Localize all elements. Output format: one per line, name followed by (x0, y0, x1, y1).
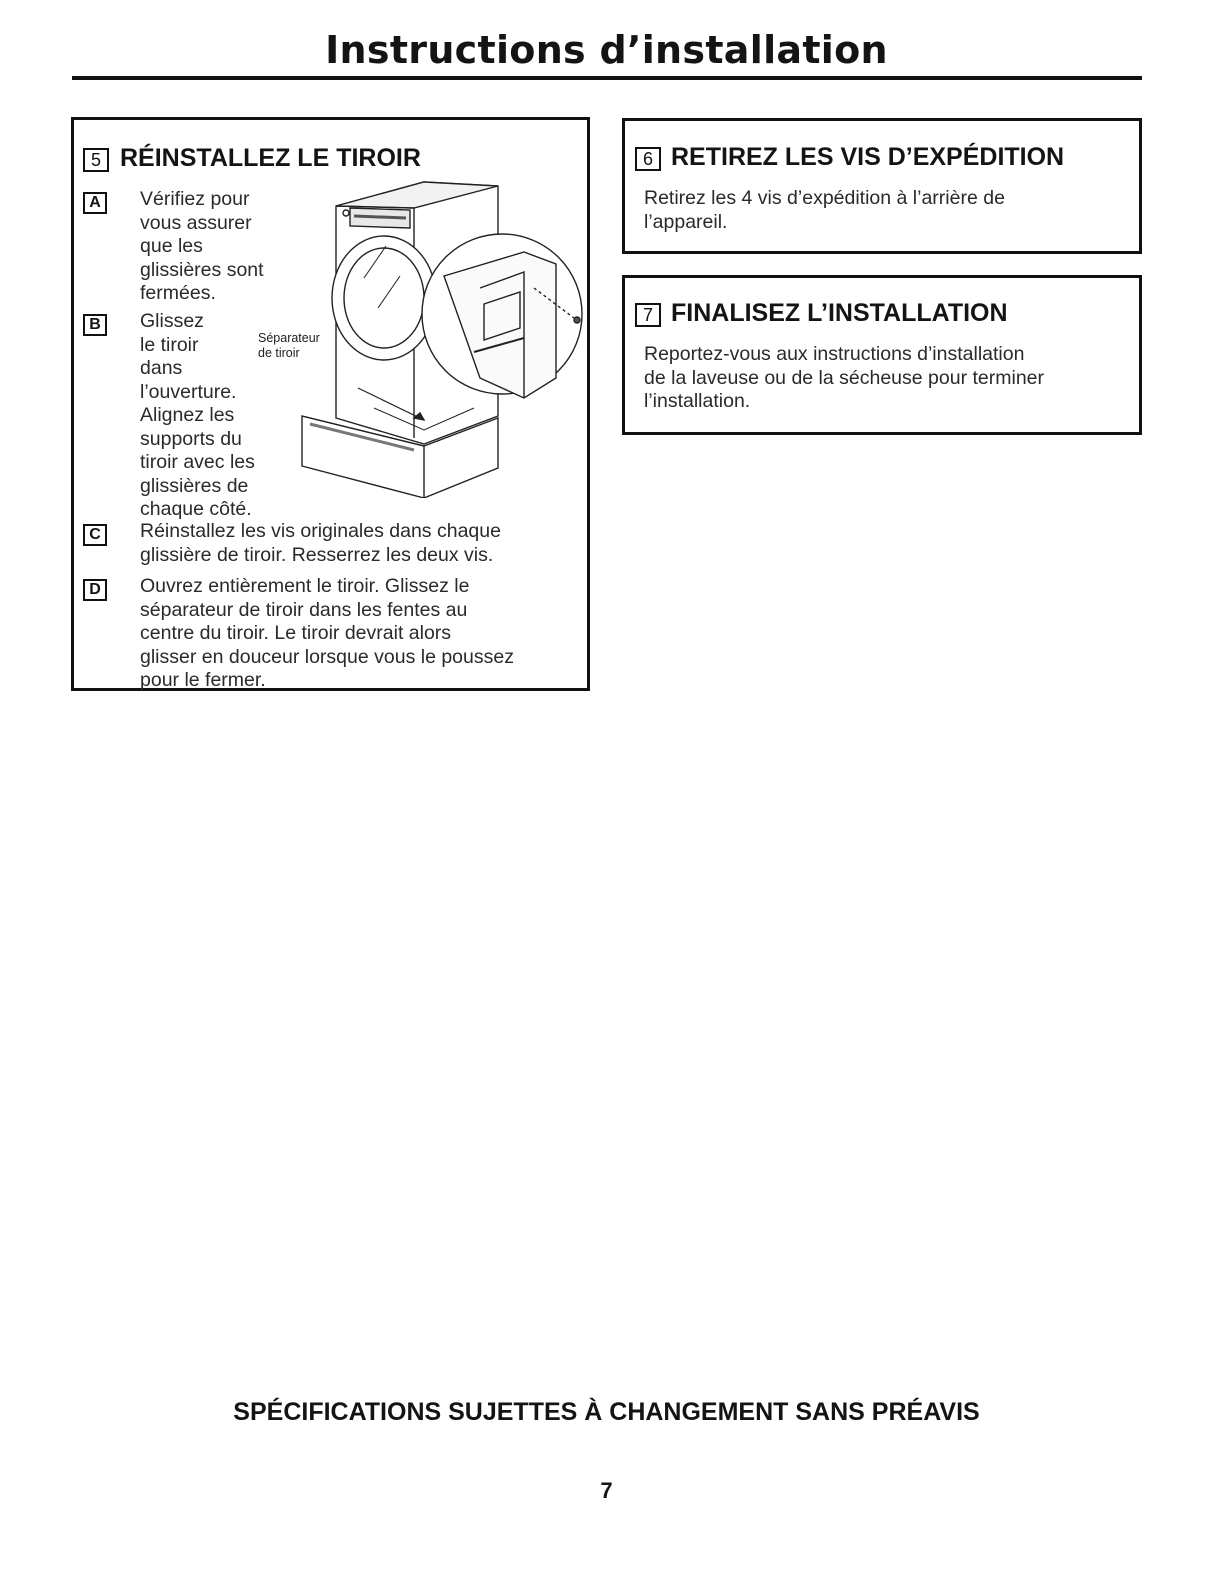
step5-letter-d: D (83, 579, 107, 601)
step5-item-d-text: Ouvrez entièrement le tiroir. Glissez le séparateur de tiroir dans les fentes au centre du tiroir. Le tiroir devrait alors glisser en douceur lorsque vous le poussez pour le fermer. (140, 575, 514, 691)
step6-panel (622, 118, 1142, 254)
page-title: Instructions d’installation (325, 28, 888, 72)
page-number: 7 (600, 1478, 613, 1503)
step5-item-c-text: Réinstallez les vis originales dans chaque glissière de tiroir. Resserrez les deux vis. (140, 520, 501, 566)
step6-text: Retirez les 4 vis d’expédition à l’arrière de l’appareil. (644, 187, 1005, 233)
step5-item-a-text: Vérifiez pour vous assurer que les glissières sont fermées. (140, 188, 264, 304)
step7-number: 7 (635, 303, 661, 327)
step5-title: RÉINSTALLEZ LE TIROIR (120, 144, 421, 172)
step5-item-b-text: Glissez le tiroir dans l’ouverture. Alignez les supports du tiroir avec les glissières de chaque côté. (140, 310, 255, 520)
step6-number: 6 (635, 147, 661, 171)
title-divider (72, 76, 1142, 80)
step7-panel (622, 275, 1142, 435)
drawer-divider-callout: Séparateur de tiroir (258, 331, 320, 360)
step5-letter-b: B (83, 314, 107, 336)
step5-letter-c: C (83, 524, 107, 546)
specifications-notice: SPÉCIFICATIONS SUJETTES À CHANGEMENT SANS PRÉAVIS (233, 1398, 980, 1426)
step5-number: 5 (83, 148, 109, 172)
step6-title: RETIREZ LES VIS D’EXPÉDITION (671, 143, 1065, 171)
step5-panel (71, 117, 590, 691)
drawer-installation-illustration (274, 168, 584, 498)
step7-text: Reportez-vous aux instructions d’installation de la laveuse ou de la sécheuse pour terminer l’installation. (644, 343, 1044, 412)
step7-title: FINALISEZ L’INSTALLATION (671, 299, 1008, 327)
step5-letter-a: A (83, 192, 107, 214)
